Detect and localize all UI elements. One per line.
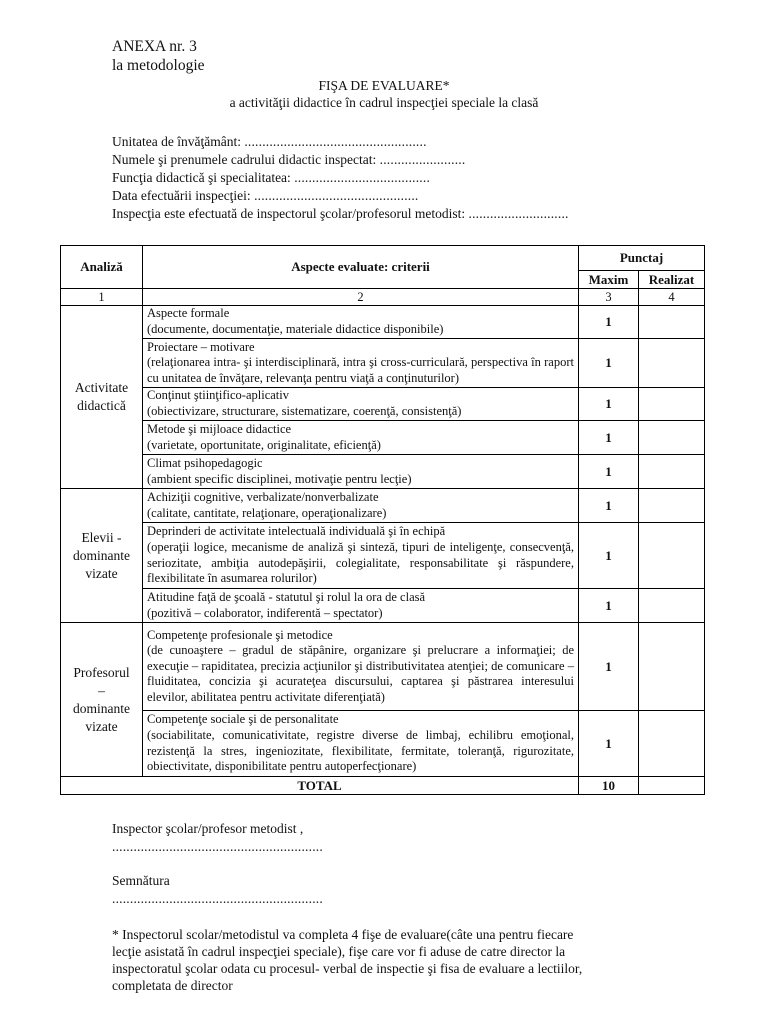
column-number: 2 (143, 289, 579, 306)
group-label-line: Elevii - (81, 529, 122, 545)
field-inspector (112, 205, 569, 223)
header-achieved: Realizat (639, 271, 705, 289)
group-label-teacher (61, 623, 143, 777)
signature-label: Semnătura (112, 873, 170, 888)
achieved-score-cell[interactable] (639, 523, 705, 589)
signature-block (112, 820, 323, 908)
table-row (61, 623, 705, 711)
group-label-line: didactică (77, 398, 126, 413)
document-subtitle: a activităţii didactice în cadrul inspecţiei speciale la clasă (229, 95, 539, 110)
achieved-score-cell[interactable] (639, 421, 705, 455)
achieved-score-cell[interactable] (639, 711, 705, 777)
annex-subtitle: la metodologie (112, 57, 205, 74)
footnote-line: * Inspectorul scolar/metodistul va completa 4 fişe de evaluare(câte una pentru fiecare (112, 927, 574, 942)
achieved-score-cell[interactable] (639, 455, 705, 489)
max-score: 1 (579, 306, 639, 339)
table-row (61, 388, 705, 421)
criterion (143, 455, 579, 489)
criterion-description: (documente, documentaţie, materiale didactice disponibile) (147, 322, 444, 336)
field-blank[interactable]: ...................................... (294, 170, 431, 185)
table-row (61, 489, 705, 523)
table-row (61, 421, 705, 455)
field-school-unit (112, 133, 569, 151)
max-score: 1 (579, 711, 639, 777)
field-label: Unitatea de învăţământ: (112, 134, 245, 149)
criterion-description: (obiectivizare, structurare, sistematizare, coerenţă, consistenţă) (147, 404, 462, 418)
max-score: 1 (579, 623, 639, 711)
criterion-title: Achiziţii cognitive, verbalizate/nonverbalizate (147, 489, 379, 504)
identification-fields (112, 133, 569, 223)
max-score: 1 (579, 421, 639, 455)
criterion-description: (relaţionarea intra- şi interdisciplinară, intra şi cross-curriculară, perspectiva în raport cu unitatea de învăţare, relevanţa pentru viaţă a conţinuturilor) (147, 355, 574, 385)
criterion (143, 589, 579, 623)
max-score: 1 (579, 455, 639, 489)
total-max-score: 10 (579, 777, 639, 795)
criterion-title: Conţinut ştiinţifico-aplicativ (147, 388, 289, 403)
header-max: Maxim (579, 271, 639, 289)
header-analysis: Analiză (61, 246, 143, 289)
criterion (143, 388, 579, 421)
criterion (143, 623, 579, 711)
field-blank[interactable]: .............................................. (254, 188, 419, 203)
achieved-score-cell[interactable] (639, 589, 705, 623)
criterion-title: Proiectare – motivare (147, 339, 255, 354)
column-number: 3 (579, 289, 639, 306)
signature-blank[interactable]: ........................................................... (112, 891, 323, 906)
field-teacher-name (112, 151, 569, 169)
field-inspection-date (112, 187, 569, 205)
group-label-line: – (98, 682, 105, 698)
group-label-line: Profesorul (73, 664, 130, 680)
group-label-students (61, 489, 143, 623)
group-label-line: vizate (85, 718, 118, 734)
max-score: 1 (579, 589, 639, 623)
total-row (61, 777, 705, 795)
field-position-specialty (112, 169, 569, 187)
footnote-line: inspectoratul şcolar odata cu procesul- verbal de inspectie şi fisa de evaluare a lectiilor, (112, 961, 583, 976)
annex-number: ANEXA nr. 3 (112, 38, 197, 55)
criterion-description: (pozitivă – colaborator, indiferentă – spectator) (147, 605, 383, 620)
table-row (61, 306, 705, 339)
field-blank[interactable]: ........................ (379, 152, 466, 167)
footnote-line: completata de director (112, 978, 233, 993)
criterion (143, 711, 579, 777)
criterion-title: Atitudine faţă de şcoală - statutul şi rolul la ora de clasă (147, 589, 426, 604)
group-label-line: Activitate (74, 380, 129, 395)
field-label: Funcţia didactică şi specialitatea: (112, 170, 295, 185)
criterion-title: Climat psihopedagogic (147, 455, 263, 470)
achieved-score-cell[interactable] (639, 623, 705, 711)
achieved-score-cell[interactable] (639, 339, 705, 388)
field-label: Data efectuării inspecţiei: (112, 188, 255, 203)
criterion-description: (de cunoaştere – gradul de stăpânire, organizare şi prelucrare a informaţiei; de execuţie – rapiditatea, precizia acţiunilor şi distributivitatea atenţiei; de comunicare – fluiditatea, concizia şi acurateţea discursului, captarea şi păstrarea interesului elevilor, abilitatea pentru activitate diferenţiată) (147, 643, 574, 704)
group-label-line: vizate (85, 565, 118, 581)
criterion-title: Competenţe profesionale şi metodice (147, 627, 333, 642)
table-row (61, 523, 705, 589)
criterion-description: (ambient specific disciplinei, motivaţie pentru lecţie) (147, 471, 412, 486)
max-score: 1 (579, 388, 639, 421)
annex-heading (112, 37, 205, 75)
criterion-title: Competenţe sociale şi de personalitate (147, 712, 339, 727)
criterion-description: (calitate, cantitate, relaţionare, operaţionalizare) (147, 505, 387, 520)
criterion (143, 489, 579, 523)
header-aspects: Aspecte evaluate: criterii (143, 246, 579, 289)
criterion-title: Metode şi mijloace didactice (147, 421, 292, 436)
table-row (61, 455, 705, 489)
footnote (112, 926, 672, 994)
criterion-title: Aspecte formale (147, 306, 230, 321)
criterion-description: (sociabilitate, comunicativitate, registre diverse de limbaj, echilibru emoţional, rezistenţă la stres, ingeniozitate, flexibilitate, fermitate, toleranţă, rigurozitate, obiectivitate, disponibilitate pentru autoperfecţionare) (147, 727, 574, 774)
field-label: Numele şi prenumele cadrului didactic inspectat: (112, 152, 380, 167)
max-score: 1 (579, 489, 639, 523)
total-achieved-cell[interactable] (639, 777, 705, 795)
achieved-score-cell[interactable] (639, 388, 705, 421)
max-score: 1 (579, 339, 639, 388)
achieved-score-cell[interactable] (639, 489, 705, 523)
inspector-label: Inspector şcolar/profesor metodist , (112, 821, 304, 836)
header-score: Punctaj (579, 246, 705, 271)
criterion-description: (operaţii logice, mecanisme de analiză şi sinteză, tipuri de inteligenţe, consecvenţă, seriozitate, ambiţia autodepăşirii, colegialitate, responsabilitate şi răspundere, flexibilitate în asumarea rolurilor) (147, 539, 574, 586)
criterion-title: Deprinderi de activitate intelectuală individuală şi în echipă (147, 524, 446, 539)
criterion (143, 421, 579, 455)
document-title: FIŞA DE EVALUARE* (318, 78, 450, 93)
footnote-line: lecţie asistată în cadrul inspecţiei speciale), fişe care vor fi aduse de catre director la (112, 944, 566, 959)
column-number: 1 (61, 289, 143, 306)
group-label-line: dominante (73, 700, 130, 716)
achieved-score-cell[interactable] (639, 306, 705, 339)
table-row (61, 711, 705, 777)
criterion (143, 339, 579, 388)
table-row (61, 339, 705, 388)
criterion-description: (varietate, oportunitate, originalitate, eficienţă) (147, 437, 381, 452)
table-row (61, 589, 705, 623)
evaluation-table (60, 245, 705, 795)
max-score: 1 (579, 523, 639, 589)
field-blank[interactable]: ............................ (468, 206, 569, 221)
column-number: 4 (639, 289, 705, 306)
inspector-name-blank[interactable]: ........................................................... (112, 839, 323, 854)
group-label-activity (61, 306, 143, 489)
field-blank[interactable]: ................................................... (244, 134, 427, 149)
group-label-line: dominante (73, 547, 130, 563)
document-title-block (0, 77, 768, 111)
total-label: TOTAL (61, 777, 579, 795)
criterion (143, 306, 579, 339)
criterion (143, 523, 579, 589)
field-label: Inspecţia este efectuată de inspectorul şcolar/profesorul metodist: (112, 206, 469, 221)
